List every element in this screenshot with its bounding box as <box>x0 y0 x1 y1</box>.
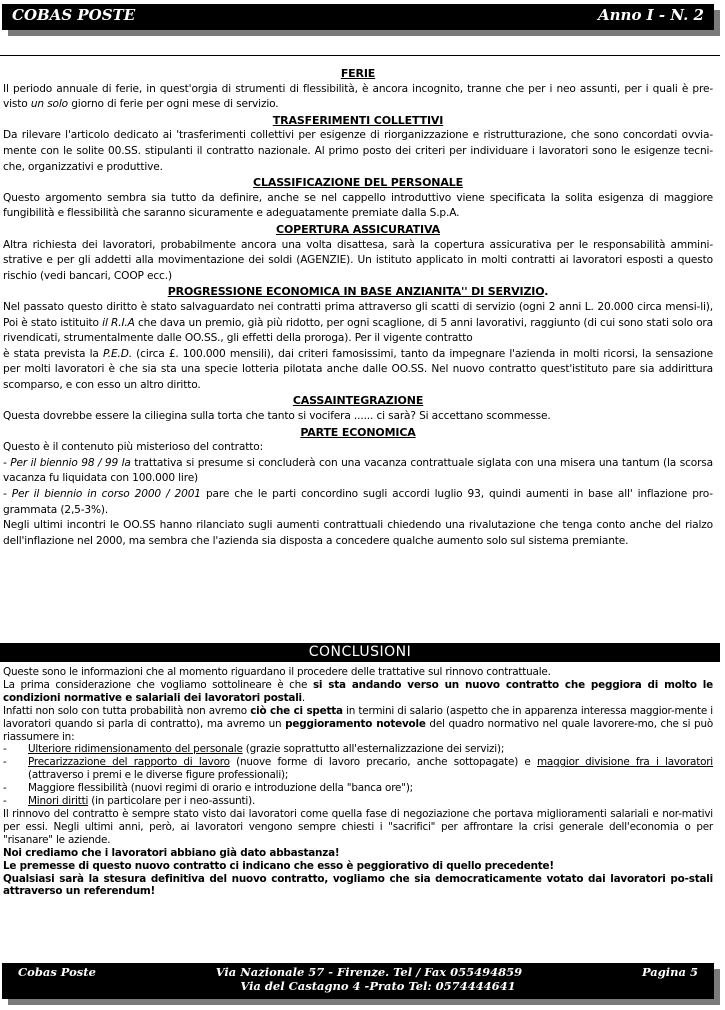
footer-address-1: Via Nazionale 57 - Firenze. Tel / Fax 055494859 <box>215 965 523 979</box>
page-number: Pagina 5 <box>641 965 698 979</box>
paragraph-ferie: Il periodo annuale di ferie, in quest'orgia di strumenti di flessibilità, è ancora incognito, tranne che per i neo assunti, per i quali è pre-visto un solo giorno di ferie per ogni mese di servizio. <box>3 82 713 111</box>
heading-ferie: FERIE <box>340 67 376 80</box>
list-item: - Maggiore flessibilità (nuovi regimi di orario e introduzione della "banca ore"); <box>3 782 713 795</box>
paragraph-economica-closing: Negli ultimi incontri le OO.SS hanno rilanciato sugli aumenti contrattuali chiedendo una rivalutazione che tenga conto anche del rialzo dell'inflazione nel 2000, ma sembra che l'azienda sia disposta a concedere qualche aumento solo sul sistema premiante. <box>3 519 713 547</box>
list-item: - Ulteriore ridimensionamento del personale (grazie soprattutto all'esternalizzazione dei servizi); <box>3 743 713 756</box>
conclusioni-p1: Queste sono le informazioni che al momento riguardano il procedere delle trattative sul rinnovo contrattuale. <box>3 666 551 678</box>
heading-classificazione: CLASSIFICAZIONE DEL PERSONALE <box>253 176 463 190</box>
conclusioni-final-2: Le premesse di questo nuovo contratto ci indicano che esso è peggiorativo di quello precedente! <box>3 859 554 872</box>
paragraph-cassa: Questa dovrebbe essere la ciliegina sulla torta che tanto si vocifera ...... ci sarà? Si accettano scommesse. <box>3 410 551 423</box>
conclusioni-final-3: Qualsiasi sarà la stesura definitiva del nuovo contratto, vogliamo che sia democraticamente votato dai lavoratori po-stali attraverso un referendum! <box>3 872 713 898</box>
footer-address-2: Via del Castagno 4 -Prato Tel: 0574444641 <box>240 979 516 993</box>
list-item: - Minori diritti (in particolare per i neo-assunti). <box>3 795 713 808</box>
header-banner <box>2 4 714 30</box>
conclusioni-final-1: Noi crediamo che i lavoratori abbiano già dato abbastanza! <box>3 846 340 859</box>
heading-progressione: PROGRESSIONE ECONOMICA IN BASE ANZIANITA'' DI SERVIZIO. <box>167 285 549 299</box>
conclusioni-title: CONCLUSIONI <box>0 643 720 662</box>
list-item: - Precarizzazione del rapporto di lavoro (nuove forme di lavoro precario, anche sottopagate) e maggior divisione fra i lavoratori (attraverso i premi e le diverse figure professionali); <box>3 756 713 782</box>
conclusioni-p2: La prima considerazione che vogliamo sottolineare è che si sta andando verso un nuovo contratto che peggiora di molto le condizioni normative e salariali dei lavoratori postali. <box>3 678 713 704</box>
footer-banner <box>2 963 714 999</box>
paragraph-economica-intro: Questo è il contenuto più misterioso del contratto: <box>3 441 263 454</box>
publication-name: COBAS POSTE <box>12 6 136 24</box>
conclusioni-p4: Il rinnovo del contratto è sempre stato visto dai lavoratori come quella fase di negoziazione che portava miglioramenti salariali e nor-mativi per essi. Negli ultimi anni, però, ai lavoratori vengono sempre chiesti i "sacrifici" per affrontare la crisi generale dell'economia o per "risanare" le aziende. <box>3 807 713 846</box>
paragraph-economica-item-2: - Per il biennio in corso 2000 / 2001 pare che le parti concordino sugli accordi luglio 93, quindi aumenti in base all' inflazione pro-grammata (2,5-3%). <box>3 488 713 516</box>
footer-publication: Cobas Poste <box>18 965 96 979</box>
heading-copertura: COPERTURA ASSICURATIVA <box>276 222 440 236</box>
conclusioni-body <box>3 666 713 898</box>
conclusioni-p3: Infatti non solo con tutta probabilità non avremo ciò che ci spetta in termini di salario (aspetto che in apparenza interessa maggior-mente i lavoratori quando si parla di contratto), ma avremo un peggioramento notevole del quadro normativo nel quale lavorere-mo, che si può riassumere in: <box>3 704 713 743</box>
heading-economica: PARTE ECONOMICA <box>300 425 416 439</box>
paragraph-progressione-2: è stata prevista la P.E.D. (circa £. 100.000 mensili), dai criteri famosissimi, tanto da impegnare l'azienda in molti ricorsi, la sensazione per molti lavoratori è che sia sta una specie lotteria pilotata anche dalle OO.SS. Nel nuovo contratto quest'istituto pare sia addirittura scomparso, e con esso un altro diritto. <box>3 347 713 391</box>
paragraph-economica-item-1: - Per il biennio 98 / 99 la trattativa si presume si concluderà con una vacanza contrattuale siglata con una misera una tantum (la scorsa vacanza fu liquidata con 100.000 lire) <box>3 456 713 485</box>
article-body <box>3 66 713 549</box>
paragraph-progressione-1: Nel passato questo diritto è stato salvaguardato nei contratti prima attraverso gli scatti di servizio (ogni 2 anni L. 20.000 circa mensi-li), Poi è stato istituito il R.I.A che dava un premio, già più ridotto, per ogni scaglione, di 5 anni lavorativi, raggiunto (di cui sono stati solo ora rivendicati, strumentalmente dalle OO.SS., gli effetti della proroga). Per il vigente contratto <box>3 300 713 345</box>
paragraph-classificazione: Questo argomento sembra sia tutto da definire, anche se nel cappello introduttivo viene specificata la solita esigenza di maggiore fungibilità e flessibilità che saranno sicuramente e adeguatamente premiate dalla S.p.A. <box>3 191 713 220</box>
paragraph-trasferimenti: Da rilevare l'articolo dedicato ai 'trasferimenti collettivi per esigenze di riorganizzazione e ristrutturazione, che sono concordati ovvia-mente con le solite 00.SS. stipulanti il contratto nazionale. Al primo posto dei criteri per individuare i lavoratori sono le esigenze tecni-che, organizzativi e produttive. <box>3 129 713 173</box>
header-rule <box>0 55 720 56</box>
issue-number: Anno I - N. 2 <box>598 6 704 24</box>
conclusioni-list <box>3 743 713 808</box>
heading-cassa: CASSAINTEGRAZIONE <box>292 394 424 408</box>
paragraph-copertura: Altra richiesta dei lavoratori, probabilmente ancora una volta disattesa, sarà la copertura assicurativa per le responsabilità ammini-strative e per gli addetti alla movimentazione dei soldi (AGENZIE). Un istituto applicato in molti contratti ai lavoratori esposti a questo rischio (vedi bancari, COOP ecc.) <box>3 238 713 282</box>
heading-trasferimenti: TRASFERIMENTI COLLETTIVI <box>272 113 444 127</box>
